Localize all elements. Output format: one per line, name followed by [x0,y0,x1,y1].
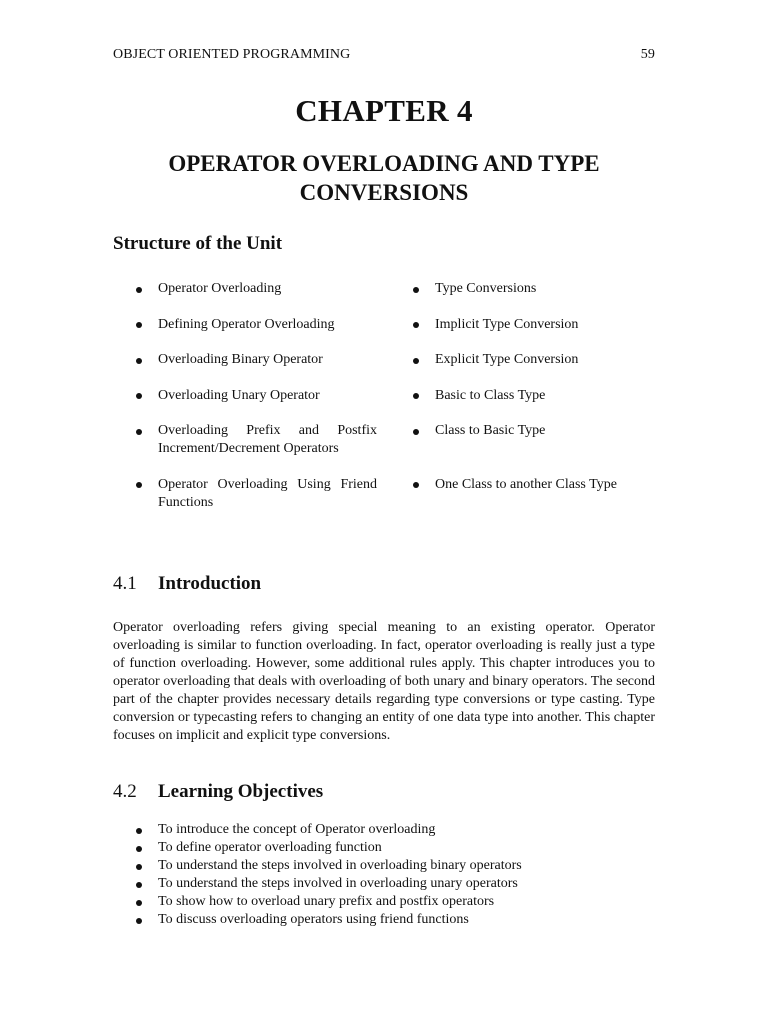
book-title: OBJECT ORIENTED PROGRAMMING [113,47,351,62]
chapter-subtitle: OPERATOR OVERLOADING AND TYPE CONVERSIONS [168,151,600,205]
list-item: Basic to Class Type [412,387,655,405]
bullet-icon [413,429,419,435]
bullet-icon [136,287,142,293]
list-item: To introduce the concept of Operator overloading [135,821,655,839]
list-item: Explicit Type Conversion [412,351,655,369]
bullet-icon [413,393,419,399]
bullet-icon [413,322,419,328]
list-item: Implicit Type Conversion [412,316,655,334]
list-item: To understand the steps involved in overloading binary operators [135,857,655,875]
list-item: Class to Basic Type [412,422,655,440]
section-heading-introduction [113,573,261,595]
document-page [113,0,655,1024]
list-item: To understand the steps involved in overloading unary operators [135,875,655,893]
bullet-icon [136,900,142,906]
page-number: 59 [640,47,655,62]
list-item: Overloading Unary Operator [135,387,377,405]
bullet-icon [136,482,142,488]
bullet-icon [136,828,142,834]
list-item: Operator Overloading Using Friend Functions [135,476,377,512]
bullet-icon [413,358,419,364]
list-item: Defining Operator Overloading [135,316,377,334]
section-number: 4.2 [113,781,137,802]
structure-list-right [412,280,655,511]
list-item: To define operator overloading function [135,839,655,857]
section-heading-learning-objectives [113,781,323,803]
running-header [113,47,655,63]
learning-objectives-list [135,821,655,929]
list-item: Operator Overloading [135,280,377,298]
structure-heading: Structure of the Unit [113,233,283,254]
chapter-title: CHAPTER 4 [295,93,473,128]
bullet-icon [136,358,142,364]
section-number: 4.1 [113,573,137,594]
list-item: To show how to overload unary prefix and postfix operators [135,893,655,911]
bullet-icon [136,429,142,435]
bullet-icon [136,864,142,870]
section-title: Learning Objectives [158,781,324,802]
list-item: Overloading Prefix and Postfix Increment/Decrement Operators [135,422,377,458]
bullet-icon [413,482,419,488]
list-item: Overloading Binary Operator [135,351,377,369]
section-title: Introduction [158,573,262,594]
list-item: To discuss overloading operators using friend functions [135,911,655,929]
bullet-icon [136,393,142,399]
bullet-icon [136,882,142,888]
structure-list-left [135,280,377,529]
bullet-icon [413,287,419,293]
list-item: One Class to another Class Type [412,476,655,494]
list-item: Type Conversions [412,280,655,298]
bullet-icon [136,322,142,328]
bullet-icon [136,918,142,924]
introduction-paragraph: Operator overloading refers giving special meaning to an existing operator. Operator overloading is similar to function overloading. In fact, operator overloading is really just a type of function overloading. However, some additional rules apply. This chapter introduces you to operator overloading that deals with overloading of both unary and binary operators. The second part of the chapter provides necessary details regarding type conversions or type casting. Type conversion or typecasting refers to changing an entity of one data type into another. This chapter focuses on implicit and explicit type conversions. [113,620,655,743]
bullet-icon [136,846,142,852]
